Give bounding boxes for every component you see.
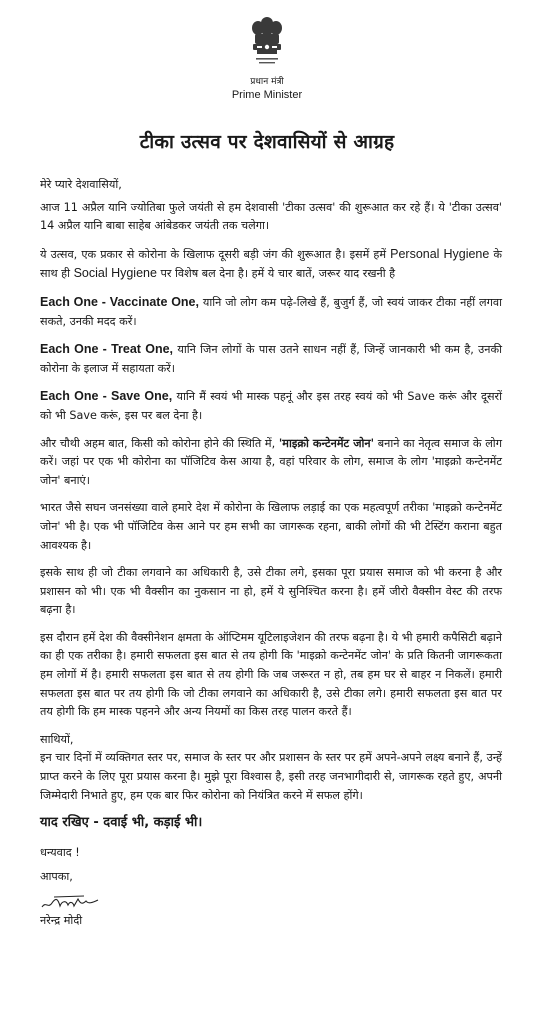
yours: आपका,	[40, 869, 73, 883]
national-emblem-icon	[249, 14, 285, 76]
point-text: यानि मैं स्वयं भी मास्क पहनूं और इस तरह स्वयं को भी Save करूं और दूसरों को भी Save करूं, इस पर बल देना है।	[40, 390, 503, 422]
letterhead	[0, 14, 534, 102]
text-segment: ये उत्सव, एक प्रकार से कोरोना के खिलाफ दूसरी बड़ी जंग की शुरूआत है। इसमें हमें	[40, 247, 391, 261]
signature	[40, 891, 100, 913]
social-hygiene-term: Social Hygiene	[73, 266, 157, 281]
paragraph-hygiene	[40, 245, 502, 284]
point-save	[40, 387, 502, 425]
salutation: मेरे प्यारे देशवासियों,	[40, 178, 122, 191]
office-title-english: Prime Minister	[231, 89, 303, 101]
point-label: Each One - Save One,	[40, 389, 173, 404]
text-segment: के साथ ही	[40, 247, 503, 281]
point-text: यानि जो लोग कम पढ़े-लिखे हैं, बुजुर्ग हैं, जो स्वयं जाकर टीका नहीं लगवा सकते, उनकी मदद करें।	[40, 295, 502, 328]
letter-body	[40, 176, 502, 938]
paragraph-population: भारत जैसे सघन जनसंख्या वाले हमारे देश में कोरोना के खिलाफ लड़ाई का एक महत्वपूर्ण तरीका 'माइक्रो कन्टेनमेंट जोन' भी है। एक भी पॉजिटिव केस आने पर हम सभी का जागरूक रहना, बाकी लोगों की भी टेस्टिंग कराना बहुत आवश्यक है।	[40, 501, 502, 552]
slogan: याद रखिए - दवाई भी, कड़ाई भी।	[40, 815, 203, 831]
point-treat	[40, 340, 502, 378]
point-text: यानि जिन लोगों के पास उतने साधन नहीं हैं, जिन्हें जानकारी भी कम है, उनकी कोरोना के इलाज में सहायता करें।	[40, 343, 502, 375]
paragraph-companions	[40, 731, 502, 805]
paragraph-success: इस दौरान हमें देश की वैक्सीनेशन क्षमता के ऑप्टिमम यूटिलाइजेशन की तरफ बढ़ना है। ये भी हमारी कपैसिटी बढ़ाने का ही एक तरीका है। हमारी सफलता इस बात से तय होगी कि 'माइक्रो कन्टेनमेंट जोन' के प्रति कितनी जागरूकता हम लोगों में है। हमारी सफलता इस बात से तय होगी कि जब जरूरत न हो, तब हम घर से बाहर न निकलें। हमारी सफलता इस बात पर तय होगी कि जो टीका लगवाने का अधिकारी है, उसे टीका लगे। हमारी सफलता इस बात पर तय होगी कि हम मास्क पहनने और अन्य नियमों का किस तरह पालन करते हैं।	[40, 630, 502, 719]
point-label: Each One - Treat One,	[40, 342, 173, 357]
text-segment: बनाने का नेतृत्व समाज के लोग करें। जहां पर एक भी कोरोना का पॉजिटिव केस आया है, वहां परिवार के लोग, समाज के लोग 'माइक्रो कन्टेनमेंट जोन' बनाएं।	[40, 436, 503, 487]
personal-hygiene-term: Personal Hygiene	[390, 246, 490, 261]
text-segment: इन चार दिनों में व्यक्तिगत स्तर पर, समाज के स्तर पर और प्रशासन के स्तर पर हमें अपने-अपने लक्ष्य बनाने हैं, उन्हें प्राप्त करने के लिए पूरा प्रयास करना है। मुझे पूरा विश्वास है, इसी तरह जनभागीदारी से, जागरूक रहते हुए, अपनी जिम्मेदारी निभाते हुए, हम एक बार फिर कोरोना को नियंत्रित करने में सफल होंगे।	[40, 751, 502, 802]
thanks: धन्यवाद !	[40, 845, 80, 859]
point-label: Each One - Vaccinate One,	[40, 294, 199, 309]
companions-greeting: साथियों,	[40, 732, 74, 746]
micro-containment-highlight: 'माइक्रो कन्टेनमेंट जोन'	[278, 436, 375, 450]
text-segment: और चौथी अहम बात, किसी को कोरोना होने की स्थिति में,	[40, 436, 279, 450]
office-title-hindi: प्रधान मंत्री	[250, 77, 284, 87]
point-vaccinate	[40, 293, 502, 331]
letter-title: टीका उत्सव पर देशवासियों से आग्रह	[139, 131, 395, 153]
paragraph-containment	[40, 435, 502, 491]
signatory-name: नरेन्द्र मोदी	[40, 913, 83, 927]
paragraph-vaccine-waste: इसके साथ ही जो टीका लगवाने का अधिकारी है, उसे टीका लगे, इसका पूरा प्रयास समाज को भी करना है और प्रशासन को भी। एक भी वैक्सीन का नुकसान ना हो, हमें ये सुनिश्चित करना है। हमें जीरो वैक्सीन वेस्ट की तरफ बढ़ना है।	[40, 566, 502, 617]
text-segment: पर विशेष बल देना है। हमें ये चार बातें, जरूर याद रखनी है	[156, 267, 396, 281]
paragraph-intro: आज 11 अप्रैल यानि ज्योतिबा फुले जयंती से हम देशवासी 'टीका उत्सव' की शुरूआत कर रहे हैं। ये 'टीका उत्सव' 14 अप्रैल यानि बाबा साहेब आंबेडकर जयंती तक चलेगा।	[40, 200, 502, 233]
